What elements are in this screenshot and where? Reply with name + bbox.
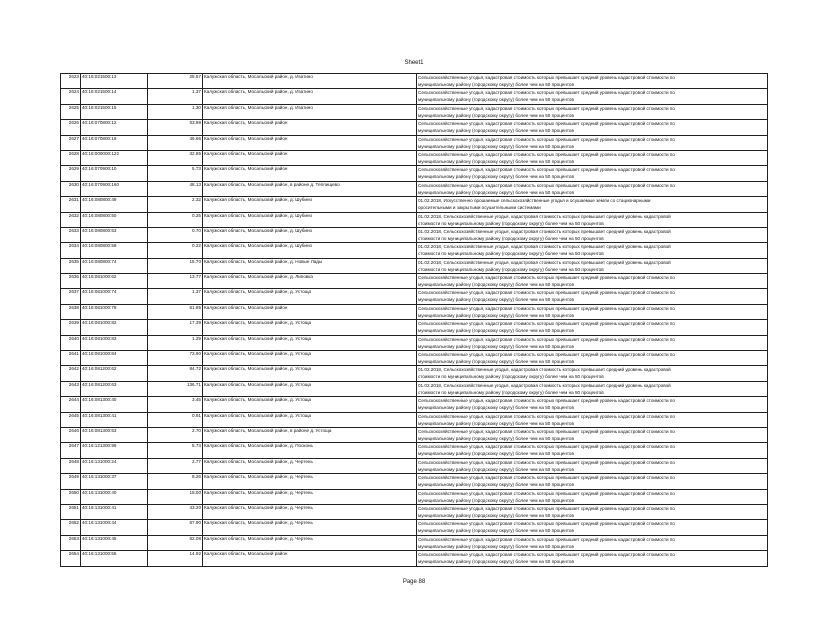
cadastral-number-cell: 40:16:131000:37 xyxy=(81,474,148,489)
land-category-line: Сельскохозяйственные угодья, кадастровая стоимость которых превышает средний уровень кадастровой стоимости по xyxy=(418,352,675,358)
land-category-cell xyxy=(417,304,768,319)
row-number-cell: 2630 xyxy=(61,181,81,196)
land-category-cell xyxy=(417,74,768,89)
land-category-line: стоимости по муниципальному району (городскому округу) более чем на 50 процентов xyxy=(418,389,604,395)
land-category-line: муниципальному району (городскому округу) более чем на 50 процентов xyxy=(418,497,574,503)
table-row xyxy=(61,135,768,150)
land-category-line: 01.02.2018, Сельскохозяйственные угодья, кадастровая стоимость которых превышает средний уровень кадастровой xyxy=(418,259,671,265)
table-row xyxy=(61,212,768,227)
area-cell: 1.37 xyxy=(148,289,203,304)
land-category-cell xyxy=(417,104,768,119)
area-cell: 14.92 xyxy=(148,551,203,566)
address-cell: Калужская область, Мосальский район, д. Шубино xyxy=(203,212,417,227)
land-plots-table xyxy=(60,73,768,567)
area-cell: 13.77 xyxy=(148,274,203,289)
land-category-line: муниципальному району (городскому округу) более чем на 50 процентов xyxy=(418,528,574,534)
land-category-cell xyxy=(417,135,768,150)
row-number-cell: 2652 xyxy=(61,520,81,535)
address-cell: Калужская область, Мосальский район, д. Чертень xyxy=(203,504,417,519)
land-category-line: оросительными и закрытыми осушительными системами xyxy=(418,205,541,211)
land-category-line: муниципальному району (городскому округу) более чем на 50 процентов xyxy=(418,559,574,565)
area-cell: 5.73 xyxy=(148,166,203,181)
land-category-line: Сельскохозяйственные угодья, кадастровая стоимость которых превышает средний уровень кадастровой стоимости по xyxy=(418,321,675,327)
land-category-cell xyxy=(417,366,768,381)
land-category-line: муниципальному району (городскому округу) более чем на 50 процентов xyxy=(418,543,574,549)
land-category-line: Сельскохозяйственные угодья, кадастровая стоимость которых превышает средний уровень кадастровой стоимости по xyxy=(418,536,675,542)
land-category-cell xyxy=(417,551,768,566)
row-number-cell: 2653 xyxy=(61,535,81,550)
land-category-line: Сельскохозяйственные угодья, кадастровая стоимость которых превышает средний уровень кадастровой стоимости по xyxy=(418,398,675,404)
row-number-cell: 2636 xyxy=(61,274,81,289)
cadastral-number-cell: 40:16:081200:62 xyxy=(81,366,148,381)
land-category-cell xyxy=(417,458,768,473)
land-category-line: муниципальному району (городскому округу) более чем на 50 процентов xyxy=(418,451,574,457)
area-cell: 0.91 xyxy=(148,412,203,427)
row-number-cell: 2645 xyxy=(61,412,81,427)
table-row xyxy=(61,489,768,504)
cadastral-number-cell: 40:16:021500:13 xyxy=(81,74,148,89)
cadastral-number-cell: 40:16:070900:10 xyxy=(81,166,148,181)
table-row xyxy=(61,150,768,165)
area-cell: 2.32 xyxy=(148,197,203,212)
land-category-line: 01.02.2018, Сельскохозяйственные угодья, кадастровая стоимость которых превышает средний уровень кадастровой xyxy=(418,228,671,234)
cadastral-number-cell: 40:16:081000:82 xyxy=(81,320,148,335)
address-cell: Калужская область, Мосальский район, в районе д. Теплищево xyxy=(203,181,417,196)
address-cell: Калужская область, Мосальский район, д. Чертень xyxy=(203,520,417,535)
address-cell: Калужская область, Мосальский район, д. Изатино xyxy=(203,89,417,104)
land-category-line: муниципальному району (городскому округу) более чем на 50 процентов xyxy=(418,174,574,180)
table-row xyxy=(61,443,768,458)
land-category-cell xyxy=(417,474,768,489)
land-category-cell xyxy=(417,504,768,519)
table-row xyxy=(61,351,768,366)
address-cell: Калужская область, Мосальский район, д. Липовка xyxy=(203,274,417,289)
area-cell: 0.70 xyxy=(148,227,203,242)
land-category-cell xyxy=(417,320,768,335)
address-cell: Калужская область, Мосальский район, д. Устоща xyxy=(203,381,417,396)
area-cell: 45.66 xyxy=(148,135,203,150)
address-cell: Калужская область, Мосальский район xyxy=(203,135,417,150)
land-category-line: Сельскохозяйственные угодья, кадастровая стоимость которых превышает средний уровень кадастровой стоимости по xyxy=(418,552,675,558)
table-row xyxy=(61,289,768,304)
land-category-line: 01.02.2018, Сельскохозяйственные угодья, кадастровая стоимость которых превышает средний уровень кадастровой xyxy=(418,213,671,219)
address-cell: Калужская область, Мосальский район, д. Устоща xyxy=(203,289,417,304)
land-category-cell xyxy=(417,166,768,181)
row-number-cell: 2628 xyxy=(61,150,81,165)
table-body xyxy=(61,74,768,567)
address-cell: Калужская область, Мосальский район xyxy=(203,150,417,165)
cadastral-number-cell: 40:16:080800:50 xyxy=(81,212,148,227)
row-number-cell: 2634 xyxy=(61,243,81,258)
land-category-cell xyxy=(417,520,768,535)
cadastral-number-cell: 40:16:080800:49 xyxy=(81,197,148,212)
cadastral-number-cell: 40:16:081300:41 xyxy=(81,412,148,427)
address-cell: Калужская область, Мосальский район, д. Устоща xyxy=(203,351,417,366)
area-cell: 15.70 xyxy=(148,258,203,273)
cadastral-number-cell: 40:16:081300:53 xyxy=(81,427,148,442)
cadastral-number-cell: 40:16:000000:122 xyxy=(81,150,148,165)
land-category-line: стоимости по муниципальному району (городскому округу) более чем на 50 процентов xyxy=(418,220,604,226)
table-row xyxy=(61,120,768,135)
land-category-line: 01.02.2018, Искусственно орошаемые сельскохозяйственные угодья и осушаемые земли со стационарными xyxy=(418,198,651,204)
land-category-line: Сельскохозяйственные угодья, кадастровая стоимость которых превышает средний уровень кадастровой стоимости по xyxy=(418,90,675,96)
land-category-line: Сельскохозяйственные угодья, кадастровая стоимость которых превышает средний уровень кадастровой стоимости по xyxy=(418,167,675,173)
table-row xyxy=(61,320,768,335)
land-category-line: муниципальному району (городскому округу) более чем на 50 процентов xyxy=(418,128,574,134)
land-category-line: Сельскохозяйственные угодья, кадастровая стоимость которых превышает средний уровень кадастровой стоимости по xyxy=(418,521,675,527)
table-row xyxy=(61,504,768,519)
cadastral-number-cell: 40:16:070800:19 xyxy=(81,135,148,150)
land-category-line: Сельскохозяйственные угодья, кадастровая стоимость которых превышает средний уровень кадастровой стоимости по xyxy=(418,428,675,434)
cadastral-number-cell: 40:16:131000:40 xyxy=(81,489,148,504)
row-number-cell: 2631 xyxy=(61,197,81,212)
land-category-line: Сельскохозяйственные угодья, кадастровая стоимость которых превышает средний уровень кадастровой стоимости по xyxy=(418,75,675,80)
address-cell: Калужская область, Мосальский район xyxy=(203,551,417,566)
area-cell: 1.30 xyxy=(148,104,203,119)
land-category-line: Сельскохозяйственные угодья, кадастровая стоимость которых превышает средний уровень кадастровой стоимости по xyxy=(418,459,675,465)
address-cell: Калужская область, Мосальский район, д. Чертень xyxy=(203,489,417,504)
address-cell: Калужская область, Мосальский район, д. Шубино xyxy=(203,243,417,258)
area-cell: 43.20 xyxy=(148,504,203,519)
address-cell: Калужская область, Мосальский район, д. Шубино xyxy=(203,227,417,242)
cadastral-number-cell: 40:16:131000:24 xyxy=(81,458,148,473)
cadastral-number-cell: 40:16:131000:44 xyxy=(81,520,148,535)
area-cell: 32.85 xyxy=(148,150,203,165)
area-cell: 2.70 xyxy=(148,427,203,442)
cadastral-number-cell: 40:16:081000:62 xyxy=(81,274,148,289)
table-row xyxy=(61,551,768,566)
land-category-cell xyxy=(417,289,768,304)
cadastral-number-cell: 40:16:081000:83 xyxy=(81,335,148,350)
row-number-cell: 2641 xyxy=(61,351,81,366)
address-cell: Калужская область, Мосальский район, д. Чертень xyxy=(203,474,417,489)
address-cell: Калужская область, Мосальский район, д. Устоща xyxy=(203,412,417,427)
table-row xyxy=(61,474,768,489)
row-number-cell: 2649 xyxy=(61,474,81,489)
table-row xyxy=(61,412,768,427)
cadastral-number-cell: 40:16:121300:99 xyxy=(81,443,148,458)
land-category-line: муниципальному району (городскому округу) более чем на 50 процентов xyxy=(418,405,574,411)
row-number-cell: 2633 xyxy=(61,227,81,242)
land-category-line: муниципальному району (городскому округу) более чем на 50 процентов xyxy=(418,482,574,488)
area-cell: 8.26 xyxy=(148,474,203,489)
land-category-cell xyxy=(417,397,768,412)
row-number-cell: 2651 xyxy=(61,504,81,519)
area-cell: 61.85 xyxy=(148,304,203,319)
cadastral-number-cell: 40:16:131000:41 xyxy=(81,504,148,519)
table-row xyxy=(61,166,768,181)
land-category-line: Сельскохозяйственные угодья, кадастровая стоимость которых превышает средний уровень кадастровой стоимости по xyxy=(418,336,675,342)
cadastral-number-cell: 40:16:131000:55 xyxy=(81,551,148,566)
land-category-line: муниципальному району (городскому округу) более чем на 50 процентов xyxy=(418,158,574,164)
land-category-line: 01.02.2018, Сельскохозяйственные угодья, кадастровая стоимость которых превышает средний уровень кадастровой xyxy=(418,367,671,373)
land-category-line: муниципальному району (городскому округу) более чем на 50 процентов xyxy=(418,512,574,518)
table-row xyxy=(61,304,768,319)
land-category-cell xyxy=(417,412,768,427)
row-number-cell: 2627 xyxy=(61,135,81,150)
sheet-title: Sheet1 xyxy=(404,60,424,66)
area-cell: 67.90 xyxy=(148,520,203,535)
land-category-line: стоимости по муниципальному району (городскому округу) более чем на 50 процентов xyxy=(418,251,604,257)
address-cell: Калужская область, Мосальский район xyxy=(203,166,417,181)
row-number-cell: 2646 xyxy=(61,427,81,442)
land-category-line: Сельскохозяйственные угодья, кадастровая стоимость которых превышает средний уровень кадастровой стоимости по xyxy=(418,305,675,311)
cadastral-number-cell: 40:16:021500:15 xyxy=(81,104,148,119)
table-row xyxy=(61,427,768,442)
cadastral-number-cell: 40:16:070800:12 xyxy=(81,120,148,135)
cadastral-number-cell: 40:16:021500:14 xyxy=(81,89,148,104)
land-category-line: Сельскохозяйственные угодья, кадастровая стоимость которых превышает средний уровень кадастровой стоимости по xyxy=(418,275,675,281)
row-number-cell: 2638 xyxy=(61,304,81,319)
land-category-line: Сельскохозяйственные угодья, кадастровая стоимость которых превышает средний уровень кадастровой стоимости по xyxy=(418,136,675,142)
table-row xyxy=(61,397,768,412)
land-category-line: Сельскохозяйственные угодья, кадастровая стоимость которых превышает средний уровень кадастровой стоимости по xyxy=(418,413,675,419)
table-row xyxy=(61,89,768,104)
land-category-cell xyxy=(417,243,768,258)
row-number-cell: 2647 xyxy=(61,443,81,458)
land-category-line: 01.02.2018, Сельскохозяйственные угодья, кадастровая стоимость которых превышает средний уровень кадастровой xyxy=(418,244,671,250)
cadastral-number-cell: 40:16:131000:45 xyxy=(81,535,148,550)
row-number-cell: 2635 xyxy=(61,258,81,273)
address-cell: Калужская область, Мосальский район, д. Чертень xyxy=(203,458,417,473)
table-row xyxy=(61,104,768,119)
row-number-cell: 2639 xyxy=(61,320,81,335)
row-number-cell: 2625 xyxy=(61,104,81,119)
table-row xyxy=(61,181,768,196)
address-cell: Калужская область, Мосальский район, д. Посконь xyxy=(203,443,417,458)
land-category-line: муниципальному району (городскому округу) более чем на 50 процентов xyxy=(418,82,574,87)
land-category-line: Сельскохозяйственные угодья, кадастровая стоимость которых превышает средний уровень кадастровой стоимости по xyxy=(418,490,675,496)
area-cell: 73.90 xyxy=(148,351,203,366)
row-number-cell: 2629 xyxy=(61,166,81,181)
land-category-line: муниципальному району (городскому округу) более чем на 50 процентов xyxy=(418,189,574,195)
address-cell: Калужская область, Мосальский район, д. Устоща xyxy=(203,320,417,335)
area-cell: 15.00 xyxy=(148,489,203,504)
land-category-cell xyxy=(417,489,768,504)
land-category-line: муниципальному району (городскому округу) более чем на 50 процентов xyxy=(418,466,574,472)
land-category-line: 01.02.2018, Сельскохозяйственные угодья, кадастровая стоимость которых превышает средний уровень кадастровой xyxy=(418,382,671,388)
cadastral-number-cell: 40:16:081000:74 xyxy=(81,289,148,304)
address-cell: Калужская область, Мосальский район, д. Устоща xyxy=(203,366,417,381)
area-cell: 17.39 xyxy=(148,320,203,335)
land-category-line: муниципальному району (городскому округу) более чем на 50 процентов xyxy=(418,435,574,441)
land-category-line: муниципальному району (городскому округу) более чем на 50 процентов xyxy=(418,97,574,103)
row-number-cell: 2637 xyxy=(61,289,81,304)
area-cell: 2.77 xyxy=(148,458,203,473)
land-category-line: стоимости по муниципальному району (городскому округу) более чем на 50 процентов xyxy=(418,374,604,380)
land-category-line: Сельскохозяйственные угодья, кадастровая стоимость которых превышает средний уровень кадастровой стоимости по xyxy=(418,444,675,450)
area-cell: 0.22 xyxy=(148,243,203,258)
cadastral-number-cell: 40:16:070900:160 xyxy=(81,181,148,196)
land-category-line: Сельскохозяйственные угодья, кадастровая стоимость которых превышает средний уровень кадастровой стоимости по xyxy=(418,151,675,157)
table-row xyxy=(61,258,768,273)
row-number-cell: 2650 xyxy=(61,489,81,504)
area-cell: 1.29 xyxy=(148,335,203,350)
land-category-line: Сельскохозяйственные угодья, кадастровая стоимость которых превышает средний уровень кадастровой стоимости по xyxy=(418,475,675,481)
land-category-line: муниципальному району (городскому округу) более чем на 50 процентов xyxy=(418,420,574,426)
land-category-line: стоимости по муниципальному району (городскому округу) более чем на 50 процентов xyxy=(418,235,604,241)
table-row xyxy=(61,243,768,258)
area-cell: 84.72 xyxy=(148,366,203,381)
land-category-line: муниципальному району (городскому округу) более чем на 50 процентов xyxy=(418,328,574,334)
cadastral-number-cell: 40:16:081200:63 xyxy=(81,381,148,396)
land-category-cell xyxy=(417,227,768,242)
land-category-cell xyxy=(417,335,768,350)
cadastral-number-cell: 40:16:081300:40 xyxy=(81,397,148,412)
address-cell: Калужская область, Мосальский район, д. Чертень xyxy=(203,535,417,550)
address-cell: Калужская область, Мосальский район, д. Изатино xyxy=(203,74,417,89)
table-row xyxy=(61,227,768,242)
row-number-cell: 2644 xyxy=(61,397,81,412)
land-category-line: муниципальному району (городскому округу) более чем на 50 процентов xyxy=(418,359,574,365)
row-number-cell: 2643 xyxy=(61,381,81,396)
land-category-line: Сельскохозяйственные угодья, кадастровая стоимость которых превышает средний уровень кадастровой стоимости по xyxy=(418,505,675,511)
land-category-cell xyxy=(417,212,768,227)
address-cell: Калужская область, Мосальский район, д. Изатино xyxy=(203,104,417,119)
area-cell: 5.73 xyxy=(148,443,203,458)
land-category-line: Сельскохозяйственные угодья, кадастровая стоимость которых превышает средний уровень кадастровой стоимости по xyxy=(418,105,675,111)
area-cell: 53.99 xyxy=(148,120,203,135)
table-row xyxy=(61,366,768,381)
table-row xyxy=(61,197,768,212)
land-category-line: муниципальному району (городскому округу) более чем на 50 процентов xyxy=(418,143,574,149)
cadastral-number-cell: 40:16:080800:74 xyxy=(81,258,148,273)
area-cell: 1.37 xyxy=(148,89,203,104)
area-cell: 62.08 xyxy=(148,535,203,550)
land-category-cell xyxy=(417,197,768,212)
cadastral-number-cell: 40:16:081000:84 xyxy=(81,351,148,366)
address-cell: Калужская область, Мосальский район, в районе д. Устоща xyxy=(203,427,417,442)
row-number-cell: 2642 xyxy=(61,366,81,381)
table-row xyxy=(61,74,768,89)
area-cell: 136.71 xyxy=(148,381,203,396)
land-category-line: Сельскохозяйственные угодья, кадастровая стоимость которых превышает средний уровень кадастровой стоимости по xyxy=(418,182,675,188)
land-category-cell xyxy=(417,181,768,196)
land-category-line: муниципальному району (городскому округу) более чем на 50 процентов xyxy=(418,343,574,349)
land-category-line: Сельскохозяйственные угодья, кадастровая стоимость которых превышает средний уровень кадастровой стоимости по xyxy=(418,290,675,296)
row-number-cell: 2654 xyxy=(61,551,81,566)
row-number-cell: 2623 xyxy=(61,74,81,89)
area-cell: 0.25 xyxy=(148,212,203,227)
land-category-cell xyxy=(417,150,768,165)
land-category-line: муниципальному району (городскому округу) более чем на 50 процентов xyxy=(418,282,574,288)
row-number-cell: 2648 xyxy=(61,458,81,473)
table-row xyxy=(61,520,768,535)
land-category-cell xyxy=(417,535,768,550)
land-category-cell xyxy=(417,381,768,396)
area-cell: 48.13 xyxy=(148,181,203,196)
row-number-cell: 2640 xyxy=(61,335,81,350)
address-cell: Калужская область, Мосальский район, д. Устоща xyxy=(203,397,417,412)
address-cell: Калужская область, Мосальский район, д. Новые Лады xyxy=(203,258,417,273)
table-row xyxy=(61,458,768,473)
address-cell: Калужская область, Мосальский район xyxy=(203,304,417,319)
land-category-cell xyxy=(417,443,768,458)
table-row xyxy=(61,381,768,396)
cadastral-number-cell: 40:16:080800:53 xyxy=(81,227,148,242)
land-category-cell xyxy=(417,120,768,135)
land-category-cell xyxy=(417,427,768,442)
land-category-line: муниципальному району (городскому округу) более чем на 50 процентов xyxy=(418,112,574,118)
address-cell: Калужская область, Мосальский район, д. Устоща xyxy=(203,335,417,350)
land-category-cell xyxy=(417,258,768,273)
row-number-cell: 2626 xyxy=(61,120,81,135)
address-cell: Калужская область, Мосальский район xyxy=(203,120,417,135)
land-category-cell xyxy=(417,351,768,366)
land-category-line: муниципальному району (городскому округу) более чем на 50 процентов xyxy=(418,297,574,303)
row-number-cell: 2632 xyxy=(61,212,81,227)
page-number: Page 88 xyxy=(402,579,426,585)
area-cell: 25.57 xyxy=(148,74,203,89)
land-category-line: Сельскохозяйственные угодья, кадастровая стоимость которых превышает средний уровень кадастровой стоимости по xyxy=(418,121,675,127)
table-row xyxy=(61,335,768,350)
land-category-cell xyxy=(417,274,768,289)
area-cell: 3.45 xyxy=(148,397,203,412)
land-category-line: стоимости по муниципальному району (городскому округу) более чем на 50 процентов xyxy=(418,266,604,272)
table-row xyxy=(61,535,768,550)
table-row xyxy=(61,274,768,289)
row-number-cell: 2624 xyxy=(61,89,81,104)
cadastral-number-cell: 40:16:081000:78 xyxy=(81,304,148,319)
land-category-line: муниципальному району (городскому округу) более чем на 50 процентов xyxy=(418,312,574,318)
land-category-cell xyxy=(417,89,768,104)
address-cell: Калужская область, Мосальский район, д. Шубино xyxy=(203,197,417,212)
cadastral-number-cell: 40:16:080800:59 xyxy=(81,243,148,258)
